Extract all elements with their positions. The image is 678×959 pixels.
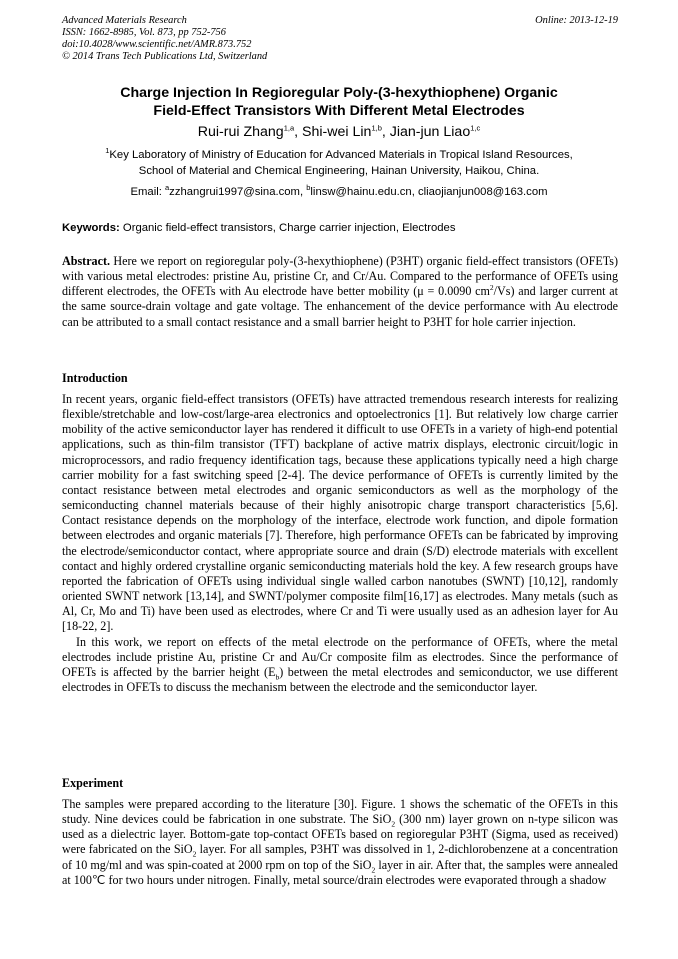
introduction-paragraph-2 [62, 635, 618, 696]
abstract [62, 254, 618, 330]
author-1: Rui-rui Zhang [197, 124, 284, 140]
introduction-body [62, 392, 618, 695]
abstract-text-1: Here we report on regioregular poly-(3-hexythiophene) (P3HT) organic field-effect transistors (OFETs) with various metal electrodes: pristine Au, pristine Cr, and Cr/Au. Compared to the performance of OFETs using different electrodes, the OFETs with Au electrode have better mobility (μ = 0.0090 cm [62, 254, 618, 299]
author-3: Jian-jun Liao [389, 124, 471, 140]
affiliation-line-1: Key Laboratory of Ministry of Education for Advanced Materials in Tropical Island Resources, [109, 149, 573, 161]
abstract-superscript: 2 [489, 283, 494, 293]
title-line-2: Field-Effect Transistors With Different Metal Electrodes [153, 103, 525, 119]
email-a: zzhangrui1997@sina.com, [169, 186, 307, 198]
introduction-p2-text-1: In this work, we report on effects of the metal electrode on the performance of OFETs, where the metal electrodes include pristine Au, pristine Cr and Au/Cr composite film as electrodes. Since the performance of OFETs is affected by the barrier height (E [62, 634, 618, 679]
copyright-line: © 2014 Trans Tech Publications Ltd, Switzerland [62, 51, 268, 62]
affiliation-mark: 1 [105, 146, 110, 156]
doi-line: doi:10.4028/www.scientific.net/AMR.873.752 [62, 39, 252, 50]
author-2: Shi-wei Lin [302, 124, 372, 140]
experiment-text-1: The samples were prepared according to the literature [30]. Figure. 1 shows the schematic of the OFETs in this study. Nine devices could be fabrication in one substrate. The SiO [62, 797, 618, 827]
affiliation-line-2: School of Material and Chemical Engineering, Hainan University, Haikou, China. [138, 164, 540, 177]
email-mark-b: b [306, 183, 311, 193]
author-3-affil: 1,c [470, 123, 481, 133]
experiment-text-2: (300 nm) layer grown on n-type silicon was used as a dielectric layer. Bottom-gate top-contact OFETs based on regioregular P3HT (Sigma, used as received) were fabricated on the SiO [62, 812, 618, 857]
online-date: Online: 2013-12-19 [535, 15, 618, 26]
affiliation [50, 148, 628, 179]
keywords [62, 221, 618, 236]
introduction-p2-text-2: ) between the metal electrodes and semiconductor, we use different electrodes in OFETs to discuss the mechanism between the electrode and the semiconductor layer. [62, 664, 618, 694]
email-b: linsw@hainu.edu.cn, [310, 186, 418, 198]
author-1-affil: 1,a [283, 123, 295, 133]
email-line [50, 185, 628, 200]
email-mark-a: a [165, 183, 170, 193]
keywords-text: Organic field-effect transistors, Charge carrier injection, Electrodes [119, 222, 456, 234]
journal-name: Advanced Materials Research [62, 15, 187, 26]
email-c: cliaojianjun008@163.com [417, 186, 548, 198]
author-separator: , [381, 124, 390, 140]
experiment-body [62, 797, 618, 888]
experiment-subscript-3: 2 [371, 865, 376, 875]
author-2-affil: 1,b [371, 123, 382, 133]
journal-header [62, 15, 618, 63]
experiment-heading: Experiment [62, 776, 124, 790]
keywords-label: Keywords: [62, 222, 120, 234]
title-line-1: Charge Injection In Regioregular Poly-(3-hexythiophene) Organic [120, 85, 558, 101]
paper-title [50, 84, 628, 120]
introduction-heading: Introduction [62, 371, 128, 385]
introduction-p2-subscript: b [275, 672, 280, 682]
experiment-subscript-1: 2 [391, 819, 396, 829]
author-separator: , [294, 124, 303, 140]
abstract-text-2: /Vs) and larger current at the same source-drain voltage and gate voltage. The enhancement of the device performance with Au electrode can be attributed to a small contact resistance and a small barrier height to P3HT for hole carrier injection. [62, 284, 618, 329]
issn-line: ISSN: 1662-8985, Vol. 873, pp 752-756 [62, 27, 226, 38]
author-list [50, 123, 628, 141]
experiment-subscript-2: 2 [192, 849, 197, 859]
abstract-label: Abstract. [62, 254, 111, 268]
experiment-text-3: layer. For all samples, P3HT was dissolved in 1, 2-dichlorobenzene at a concentration of 10 mg/ml and was spin-coated at 2000 rpm on top of the SiO [62, 842, 619, 872]
email-label: Email: [130, 186, 165, 198]
experiment-text-4: layer in air. After that, the samples were annealed at 100℃ for two hours under nitrogen. Finally, metal source/drain electrodes were evaporated through a shadow [62, 857, 618, 887]
introduction-paragraph-1: In recent years, organic field-effect transistors (OFETs) have attracted tremendous research interests for realizing flexible/stretchable and low-cost/large-area electronics and optoelectronics [1]. But relatively low charge carrier mobility of the active semiconductor layer has rendered it difficult to use OFETs in a variety of high-end potential applications, such as thin-film transistor (TFT) backplane of active matrix displays, electronic circuit/logic in microprocessors, and radio frequency identification tags, because these applications typically need a high charge carrier mobility for a fast switching speed [2-4]. The device performance of OFETs is currently limited by the contact resistance between metal electrodes and organic semiconductors as well as the morphology of the semiconducting channel materials because of their highly anisotropic charge transport characteristics [5,6]. Contact resistance depends on the morphology of the interface, electrode work function, and dipole formation between electrodes and organic materials [7]. Therefore, high performance OFETs can be fabricated by improving the electrode/semiconductor contact, where appropriate source and drain (S/D) electrode materials with excellent contact and highly ordered crystalline organic semiconducting materials hold the key. A few research groups have reported the fabrication of OFETs using individual single walled carbon nanotubes (SWNT) [10,12], randomly oriented SWNT network [13,14], and SWNT/polymer composite film[16,17] as electrodes. Many metals (such as Al, Cr, Mo and Ti) have been used as electrodes, where Cr and Ti were usually used as an adhesion layer for Au [18-22, 2]. [62, 392, 618, 634]
